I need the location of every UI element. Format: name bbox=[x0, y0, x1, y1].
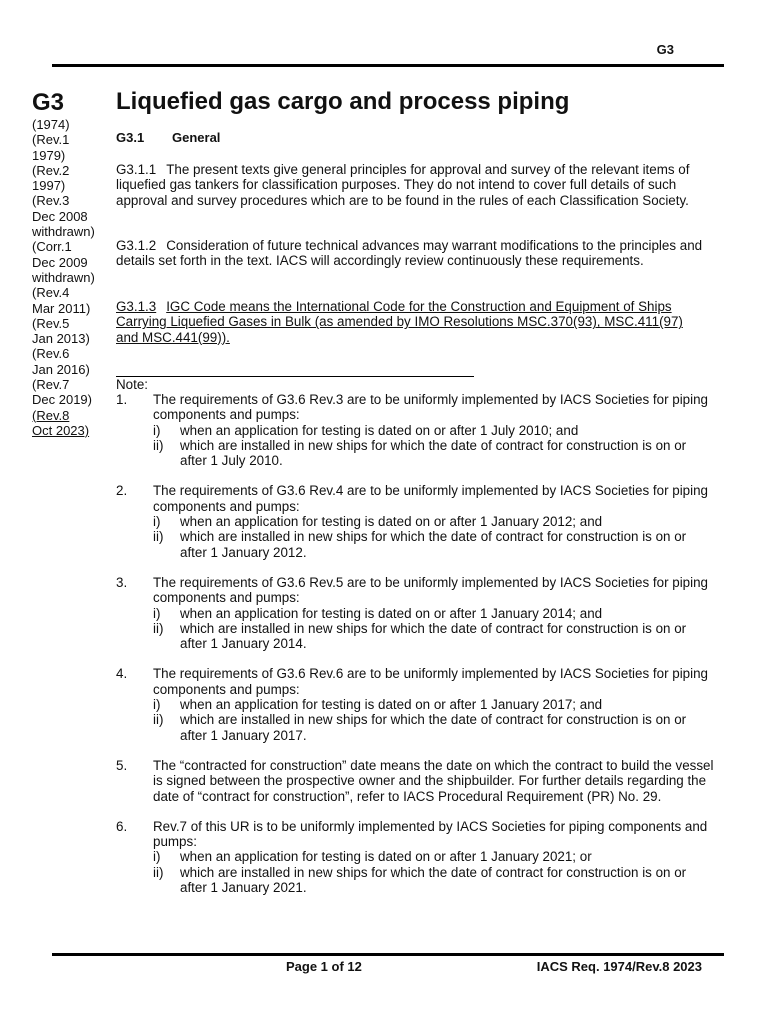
revision-line: (Rev.5 bbox=[32, 315, 70, 331]
subitem-text: which are installed in new ships for which the date of contract for construction is on or after 1 January 2017. bbox=[180, 712, 687, 743]
header-code: G3 bbox=[656, 42, 674, 57]
subitem-text: when an application for testing is dated on or after 1 January 2014; and bbox=[180, 605, 603, 621]
document-reference: IACS Req. 1974/Rev.8 2023 bbox=[536, 959, 702, 974]
note-subitem bbox=[153, 423, 716, 438]
section-heading bbox=[116, 130, 220, 145]
note-item bbox=[116, 666, 716, 742]
note-number: 3. bbox=[116, 574, 128, 590]
note-text: The requirements of G3.6 Rev.4 are to be uniformly implemented by IACS Societies for piping components and pumps: bbox=[153, 483, 708, 514]
note-subitem bbox=[153, 849, 716, 864]
revision-line: Dec 2008 bbox=[32, 208, 88, 224]
note-number: 4. bbox=[116, 666, 128, 682]
paragraph-number: G3.1.1 bbox=[116, 162, 157, 177]
revision-line: (Rev.3 bbox=[32, 193, 70, 209]
note-text: Rev.7 of this UR is to be uniformly implemented by IACS Societies for piping components and pumps: bbox=[153, 818, 708, 850]
revision-line: Mar 2011) bbox=[32, 300, 91, 316]
revision-line: (Rev.4 bbox=[32, 285, 70, 301]
note-text: The requirements of G3.6 Rev.6 are to be uniformly implemented by IACS Societies for piping components and pumps: bbox=[153, 666, 708, 697]
revision-line: withdrawn) bbox=[32, 224, 95, 240]
revision-line-current: (Rev.8 bbox=[32, 407, 70, 423]
subitem-text: which are installed in new ships for which the date of contract for construction is on or after 1 January 2012. bbox=[180, 529, 687, 560]
revision-line: 1997) bbox=[32, 178, 66, 194]
revision-history bbox=[32, 117, 108, 438]
paragraph-g3-1-1 bbox=[116, 162, 706, 208]
revision-line: Jan 2016) bbox=[32, 361, 90, 377]
revision-line-current: Oct 2023) bbox=[32, 422, 90, 438]
footer-rule bbox=[52, 953, 724, 956]
subitem-marker: ii) bbox=[153, 437, 164, 453]
note-item bbox=[116, 819, 716, 895]
header-rule bbox=[52, 64, 724, 67]
revision-line: (Rev.6 bbox=[32, 346, 70, 362]
section-title: General bbox=[172, 130, 221, 145]
subitem-text: when an application for testing is dated on or after 1 January 2017; and bbox=[180, 697, 603, 713]
paragraph-g3-1-3 bbox=[116, 299, 706, 345]
note-subitem bbox=[153, 865, 716, 896]
note-text: The requirements of G3.6 Rev.5 are to be uniformly implemented by IACS Societies for piping components and pumps: bbox=[153, 574, 708, 606]
note-item bbox=[116, 758, 716, 804]
revision-line: (Rev.7 bbox=[32, 377, 70, 393]
subitem-marker: ii) bbox=[153, 864, 164, 880]
note-subitem bbox=[153, 621, 716, 652]
revision-line: Dec 2009 bbox=[32, 254, 88, 270]
revision-line: 1979) bbox=[32, 147, 66, 163]
paragraph-text: IGC Code means the International Code for the Construction and Equipment of Ships Carrying Liquefied Gases in Bulk (as amended by IMO Resolutions MSC.370(93), MSC.411(97) and MSC.441(99)). bbox=[116, 299, 683, 345]
revision-line: Dec 2019) bbox=[32, 392, 92, 408]
note-subitem bbox=[153, 514, 716, 529]
subitem-text: which are installed in new ships for which the date of contract for construction is on or after 1 January 2014. bbox=[180, 620, 687, 652]
subitem-text: when an application for testing is dated on or after 1 July 2010; and bbox=[180, 422, 579, 438]
paragraph-number: G3.1.2 bbox=[116, 238, 157, 253]
paragraph-number: G3.1.3 bbox=[116, 299, 157, 314]
paragraph-text: The present texts give general principles for approval and survey of the relevant items of liquefied gas tankers for classification purposes. They do not intend to cover full details of such approval and survey procedures which are to be found in the rules of each Classification Society. bbox=[116, 162, 690, 208]
subitem-marker: ii) bbox=[153, 529, 164, 545]
note-subitem bbox=[153, 606, 716, 621]
note-text: The “contracted for construction” date means the date on which the contract to build the vessel is signed between the prospective owner and the shipbuilder. For further details regarding the date of “contract for construction”, refer to IACS Procedural Requirement (PR) No. 29. bbox=[153, 757, 714, 804]
subitem-marker: i) bbox=[153, 849, 161, 865]
revision-line: (Rev.2 bbox=[32, 162, 70, 178]
revision-line: Jan 2013) bbox=[32, 331, 90, 347]
revision-line: (Rev.1 bbox=[32, 132, 70, 148]
note-item bbox=[116, 575, 716, 651]
paragraph-g3-1-2 bbox=[116, 238, 706, 269]
note-subitem bbox=[153, 529, 716, 560]
document-code: G3 bbox=[32, 89, 65, 116]
note-item bbox=[116, 392, 716, 468]
page-title: Liquefied gas cargo and process piping bbox=[116, 88, 570, 115]
note-text: The requirements of G3.6 Rev.3 are to be uniformly implemented by IACS Societies for piping components and pumps: bbox=[153, 392, 708, 423]
revision-line: withdrawn) bbox=[32, 269, 95, 285]
subitem-marker: ii) bbox=[153, 712, 164, 728]
note-label: Note: bbox=[116, 377, 149, 392]
subitem-text: when an application for testing is dated on or after 1 January 2012; and bbox=[180, 514, 603, 530]
note-subitem bbox=[153, 697, 716, 712]
subitem-text: when an application for testing is dated on or after 1 January 2021; or bbox=[180, 849, 592, 865]
subitem-marker: i) bbox=[153, 605, 161, 621]
subitem-marker: i) bbox=[153, 422, 161, 438]
subitem-marker: ii) bbox=[153, 620, 164, 636]
note-number: 2. bbox=[116, 483, 128, 499]
note-number: 5. bbox=[116, 757, 128, 773]
note-number: 1. bbox=[116, 392, 128, 407]
subitem-text: which are installed in new ships for which the date of contract for construction is on or after 1 January 2021. bbox=[180, 864, 687, 896]
revision-line: (Corr.1 bbox=[32, 239, 72, 255]
revision-line: (1974) bbox=[32, 117, 70, 132]
section-number: G3.1 bbox=[116, 130, 145, 145]
paragraph-text: Consideration of future technical advances may warrant modifications to the principles and details set forth in the text. IACS will accordingly review continuously these requirements. bbox=[116, 238, 703, 269]
notes-list bbox=[116, 392, 716, 910]
subitem-marker: i) bbox=[153, 697, 161, 713]
note-number: 6. bbox=[116, 818, 128, 834]
note-separator bbox=[116, 376, 474, 377]
note-subitem bbox=[153, 712, 716, 743]
page-number: Page 1 of 12 bbox=[286, 959, 362, 974]
note-item bbox=[116, 483, 716, 559]
subitem-marker: i) bbox=[153, 514, 161, 530]
note-subitem bbox=[153, 438, 716, 469]
subitem-text: which are installed in new ships for which the date of contract for construction is on or after 1 July 2010. bbox=[180, 437, 687, 469]
